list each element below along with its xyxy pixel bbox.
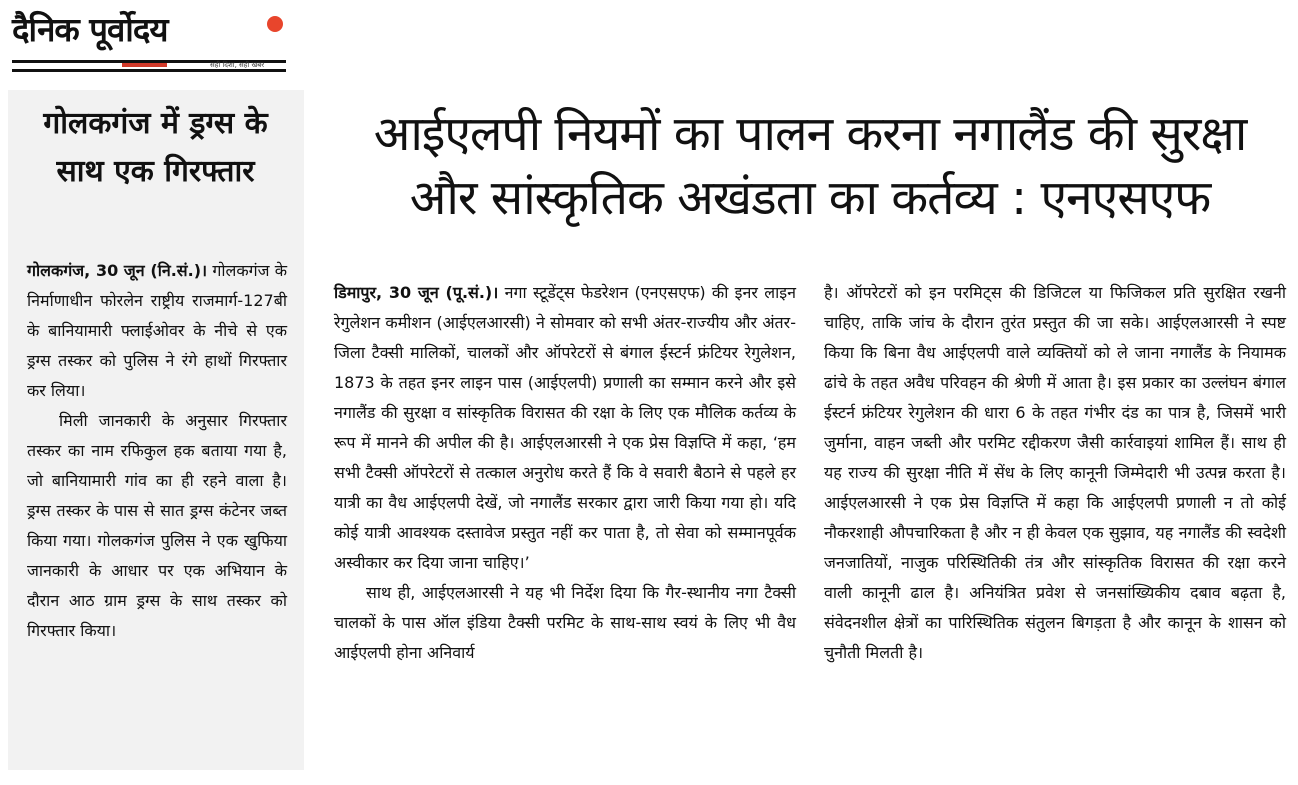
main-dateline: डिमापुर, 30 जून (पू.सं.)। xyxy=(334,283,499,302)
sidebar-headline: गोलकगंज में ड्रग्स के साथ एक गिरफ्तार xyxy=(43,106,268,189)
masthead-rule-bottom xyxy=(12,69,286,72)
brand-dot-icon xyxy=(267,16,283,32)
newspaper-logo: दैनिक पूर्वोदय xyxy=(12,10,168,49)
main-headline-line2: और सांस्कृतिक अखंडता का कर्तव्य : एनएसएफ xyxy=(409,170,1211,226)
article-paragraph: है। ऑपरेटरों को इन परमिट्स की डिजिटल या फिजिकल प्रति सुरक्षित रखनी चाहिए, ताकि जांच के दौरान तुरंत प्रस्तुत की जा सके। आईएलआरसी ने स्पष्ट किया कि बिना वैध आईएलपी वाले व्यक्तियों को ले जाना नगालैंड के नियामक ढांचे के तहत अवैध परिवहन की श्रेणी में आता है। इस प्रकार का उल्लंघन बंगाल ईस्टर्न फ्रंटियर रेगुलेशन की धारा 6 के तहत गंभीर दंड का पात्र है, जिसमें भारी जुर्माना, वाहन जब्ती और परमिट रद्दीकरण जैसी कार्रवाइयां शामिल हैं। साथ ही यह राज्य की सुरक्षा नीति में सेंध के लिए कानूनी जिम्मेदारी भी उत्पन्न करता है। आईएलआरसी ने एक प्रेस विज्ञप्ति में कहा कि आईएलपी प्रणाली न तो कोई नौकरशाही औपचारिकता है और न ही केवल एक सुझाव, यह नगालैंड की स्वदेशी जनजातियों, नाजुक परिस्थितिकी तंत्र और सांस्कृतिक विरासत की रक्षा करने वाली कानूनी ढाल है। अनियंत्रित प्रवेश से जनसांख्यिकीय दबाव बढ़ता है, संवेदनशील क्षेत्रों का पारिस्थितिक संतुलन बिगड़ता है और कानून के शासन को चुनौती मिलती है। xyxy=(824,283,1286,662)
main-headline xyxy=(330,102,1290,230)
sidebar-paragraph: मिली जानकारी के अनुसार गिरफ्तार तस्कर का नाम रफिकुल हक बताया गया है, जो बानियामारी गांव का ही रहने वाला है। ड्रग्स तस्कर के पास से सात ड्रग्स कंटेनर जब्त किया गया। गोलकगंज पुलिस ने एक खुफिया जानकारी के आधार पर एक अभियान के दौरान आठ ग्राम ड्रग्स के साथ तस्कर को गिरफ्तार किया। xyxy=(27,411,287,640)
sidebar-dateline: गोलकगंज, 30 जून (नि.सं.)। xyxy=(27,261,208,280)
masthead xyxy=(10,8,290,72)
article-paragraph: साथ ही, आईएलआरसी ने यह भी निर्देश दिया कि गैर-स्थानीय नगा टैक्सी चालकों के पास ऑल इंडिया टैक्सी परमिट के साथ-साथ स्वयं के लिए भी वैध आईएलपी होना अनिवार्य xyxy=(334,583,796,662)
sidebar-paragraph: गोलकगंज, 30 जून (नि.सं.)। गोलकगंज के निर्माणाधीन फोरलेन राष्ट्रीय राजमार्ग-127बी के बानियामारी फ्लाईओवर के नीचे से एक ड्रग्स तस्कर को पुलिस ने रंगे हाथों गिरफ्तार कर लिया। xyxy=(27,261,287,400)
main-headline-line1: आईएलपी नियमों का पालन करना नगालैंड की सुरक्षा xyxy=(373,106,1247,162)
masthead-tagline: सही दिशा, सही खबर xyxy=(210,61,265,69)
article-column-2 xyxy=(824,278,1286,668)
masthead-accent-bar xyxy=(122,63,167,67)
article-column-1 xyxy=(334,278,796,668)
article-paragraph: डिमापुर, 30 जून (पू.सं.)। नगा स्टूडेंट्स फेडरेशन (एनएसएफ) की इनर लाइन रेगुलेशन कमीशन (आईएलआरसी) ने सोमवार को सभी अंतर-राज्यीय और अंतर-जिला टैक्सी मालिकों, चालकों और ऑपरेटरों से बंगाल ईस्टर्न फ्रंटियर रेगुलेशन, 1873 के तहत इनर लाइन पास (आईएलपी) प्रणाली का सम्मान करने और इसे नगालैंड की सुरक्षा व सांस्कृतिक विरासत की रक्षा के लिए एक मौलिक कर्तव्य के रूप में मानने की अपील की है। आईएलआरसी ने एक प्रेस विज्ञप्ति में कहा, ‘हम सभी टैक्सी ऑपरेटरों से तत्काल अनुरोध करते हैं कि वे सवारी बैठाने से पहले हर यात्री का वैध आईएलपी देखें, जो नगालैंड सरकार द्वारा जारी किया गया हो। यदि कोई यात्री आवश्यक दस्तावेज प्रस्तुत नहीं कर पाता है, तो सेवा को सम्मानपूर्वक अस्वीकार कर दिया जाना चाहिए।’ xyxy=(334,283,797,572)
sidebar-body xyxy=(27,256,287,646)
